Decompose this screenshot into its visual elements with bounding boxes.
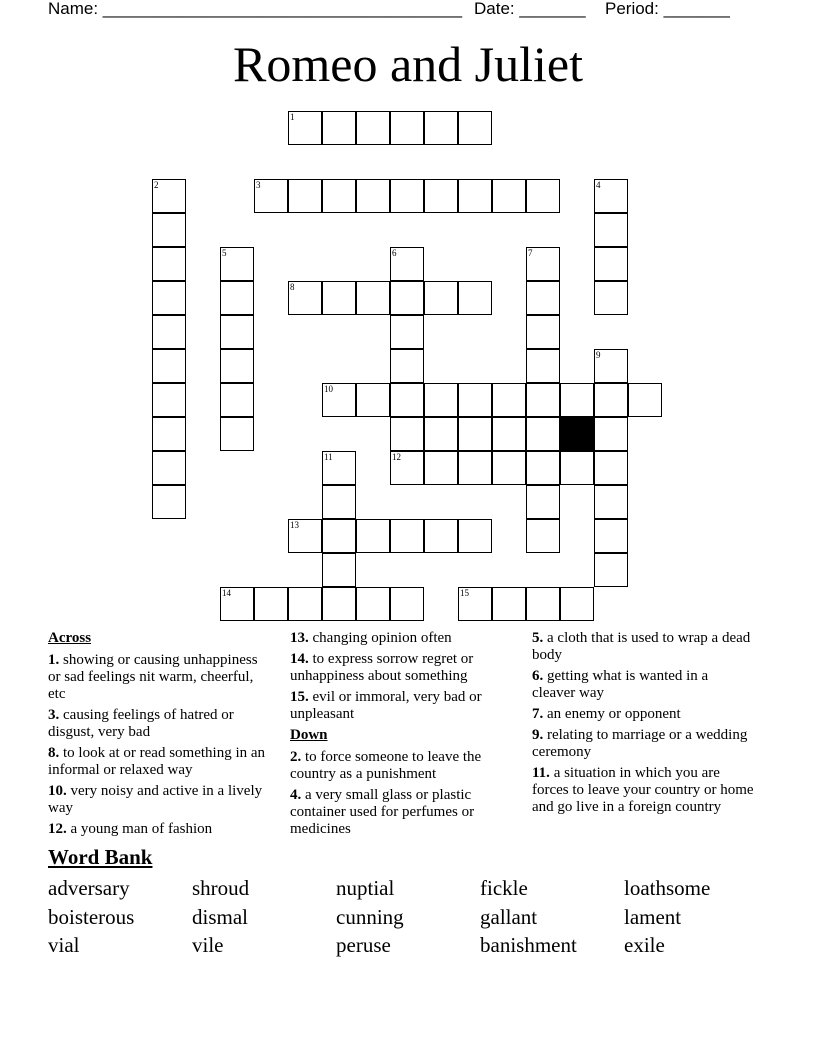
crossword-cell[interactable] (254, 587, 288, 621)
crossword-cell[interactable] (424, 383, 458, 417)
crossword-cell[interactable] (594, 485, 628, 519)
crossword-cell[interactable] (594, 383, 628, 417)
crossword-cell[interactable] (152, 383, 186, 417)
crossword-cell[interactable] (390, 383, 424, 417)
crossword-cell[interactable] (152, 247, 186, 281)
crossword-cell[interactable] (390, 281, 424, 315)
crossword-cell[interactable] (152, 485, 186, 519)
crossword-cell[interactable] (492, 417, 526, 451)
crossword-cell[interactable] (390, 315, 424, 349)
crossword-cell[interactable] (220, 349, 254, 383)
clue-number: 7 (528, 248, 533, 258)
name-field[interactable]: Name: ______________________________________ (48, 0, 463, 18)
crossword-cell[interactable] (594, 281, 628, 315)
clue-number: 12 (392, 452, 401, 462)
down-clue: 6. getting what is wanted in a cleaver way (532, 668, 709, 701)
crossword-cell[interactable] (220, 281, 254, 315)
crossword-cell[interactable] (526, 451, 560, 485)
crossword-cell[interactable] (594, 247, 628, 281)
crossword-cell[interactable] (152, 417, 186, 451)
crossword-cell[interactable] (424, 179, 458, 213)
clue-column-1 (48, 630, 268, 842)
crossword-cell[interactable] (560, 383, 594, 417)
clue-number: 3 (256, 180, 261, 190)
crossword-cell[interactable] (288, 587, 322, 621)
clue-number: 8 (290, 282, 295, 292)
across-clue: 1. showing or causing unhappiness or sad feelings nit warm, cheerful, etc (48, 652, 258, 702)
crossword-cell[interactable] (356, 179, 390, 213)
page-title: Romeo and Juliet (233, 36, 583, 92)
crossword-cell[interactable] (390, 349, 424, 383)
crossword-cell[interactable] (526, 281, 560, 315)
crossword-cell[interactable] (526, 519, 560, 553)
across-clue: 15. evil or immoral, very bad or unpleasant (290, 689, 482, 722)
clue-number: 14 (222, 588, 231, 598)
date-field[interactable]: Date: _______ (474, 0, 586, 18)
clue-column-2 (290, 630, 515, 842)
crossword-cell[interactable] (424, 519, 458, 553)
crossword-cell[interactable] (560, 587, 594, 621)
across-clue: 8. to look at or read something in an informal or relaxed way (48, 745, 266, 778)
word-bank-item: loathsome (624, 876, 711, 900)
down-clue: 4. a very small glass or plastic container used for perfumes or medicines (290, 787, 475, 837)
word-bank-item: dismal (192, 905, 248, 929)
crossword-cell[interactable] (152, 281, 186, 315)
crossword-cell[interactable] (390, 179, 424, 213)
word-bank-item: banishment (480, 933, 577, 957)
crossword-cell[interactable] (322, 587, 356, 621)
clue-number: 4 (596, 180, 601, 190)
down-clue: 7. an enemy or opponent (532, 706, 681, 722)
down-clue: 2. to force someone to leave the country as a punishment (290, 749, 482, 782)
word-bank-item: exile (624, 933, 665, 957)
crossword-cell[interactable] (526, 383, 560, 417)
crossword-cell[interactable] (594, 213, 628, 247)
word-bank-item: vile (192, 933, 224, 957)
crossword-cell[interactable] (220, 417, 254, 451)
crossword-cell[interactable] (322, 281, 356, 315)
crossword-cell[interactable] (458, 451, 492, 485)
crossword-cell[interactable] (390, 519, 424, 553)
crossword-cell[interactable] (356, 281, 390, 315)
across-clue: 3. causing feelings of hatred or disgust, very bad (48, 707, 234, 740)
crossword-cell[interactable] (322, 519, 356, 553)
crossword-cell[interactable] (458, 417, 492, 451)
crossword-cell[interactable] (152, 315, 186, 349)
clue-number: 5 (222, 248, 227, 258)
crossword-cell[interactable] (390, 587, 424, 621)
down-clue: 11. a situation in which you are forces to leave your country or home and go live in a foreign country (532, 765, 754, 815)
across-clue: 13. changing opinion often (290, 630, 452, 646)
crossword-cell[interactable] (424, 111, 458, 145)
clue-number: 2 (154, 180, 159, 190)
crossword-cell[interactable] (458, 383, 492, 417)
clue-number: 10 (324, 384, 333, 394)
crossword-cell[interactable] (628, 383, 662, 417)
crossword-cell[interactable] (288, 179, 322, 213)
down-heading: Down (290, 727, 328, 743)
crossword-cell[interactable] (560, 451, 594, 485)
crossword-cell[interactable] (492, 451, 526, 485)
crossword-block-cell (560, 417, 594, 451)
crossword-cell[interactable] (390, 417, 424, 451)
word-bank-item: cunning (336, 905, 404, 929)
word-bank-item: fickle (480, 876, 528, 900)
word-bank-item: adversary (48, 876, 130, 900)
word-bank-item: gallant (480, 905, 538, 929)
crossword-cell[interactable] (220, 315, 254, 349)
crossword-cell[interactable] (458, 111, 492, 145)
crossword-cell[interactable] (594, 451, 628, 485)
crossword-cell[interactable] (424, 417, 458, 451)
across-clue: 12. a young man of fashion (48, 821, 213, 837)
clue-column-3 (532, 630, 754, 820)
crossword-cell[interactable] (594, 417, 628, 451)
across-clue: 14. to express sorrow regret or unhappiness about something (290, 651, 474, 684)
crossword-cell[interactable] (424, 281, 458, 315)
crossword-cell[interactable] (526, 417, 560, 451)
crossword-cell[interactable] (322, 179, 356, 213)
crossword-cell[interactable] (526, 179, 560, 213)
crossword-cell[interactable] (152, 451, 186, 485)
crossword-cell[interactable] (526, 349, 560, 383)
crossword-cell[interactable] (322, 553, 356, 587)
clue-number: 1 (290, 112, 295, 122)
clue-number: 11 (324, 452, 333, 462)
crossword-cell[interactable] (356, 519, 390, 553)
across-clue: 10. very noisy and active in a lively way (48, 783, 263, 816)
crossword-cell[interactable] (526, 485, 560, 519)
crossword-cell[interactable] (458, 519, 492, 553)
clue-number: 13 (290, 520, 299, 530)
crossword-cell[interactable] (492, 383, 526, 417)
crossword-cell[interactable] (390, 111, 424, 145)
crossword-cell[interactable] (526, 587, 560, 621)
crossword-cell[interactable] (594, 553, 628, 587)
crossword-cell[interactable] (322, 485, 356, 519)
clue-number: 6 (392, 248, 397, 258)
crossword-cell[interactable] (152, 349, 186, 383)
down-clue: 9. relating to marriage or a wedding ceremony (532, 727, 748, 760)
crossword-cell[interactable] (458, 179, 492, 213)
down-clue: 5. a cloth that is used to wrap a dead body (532, 630, 751, 663)
across-heading: Across (48, 630, 92, 646)
clue-number: 15 (460, 588, 469, 598)
word-bank-item: vial (48, 933, 80, 957)
crossword-cell[interactable] (356, 383, 390, 417)
crossword-cell[interactable] (594, 519, 628, 553)
crossword-cell[interactable] (356, 587, 390, 621)
clue-number: 9 (596, 350, 601, 360)
crossword-cell[interactable] (424, 451, 458, 485)
word-bank-item: lament (624, 905, 682, 929)
crossword-cell[interactable] (492, 179, 526, 213)
crossword-cell[interactable] (152, 213, 186, 247)
crossword-cell[interactable] (356, 111, 390, 145)
crossword-cell[interactable] (322, 111, 356, 145)
word-bank-item: peruse (336, 933, 391, 957)
crossword-cell[interactable] (458, 281, 492, 315)
word-bank-item: nuptial (336, 876, 395, 900)
crossword-cell[interactable] (492, 587, 526, 621)
period-field[interactable]: Period: _______ (605, 0, 730, 18)
crossword-cell[interactable] (220, 383, 254, 417)
word-bank-item: boisterous (48, 905, 135, 929)
crossword-cell[interactable] (526, 315, 560, 349)
word-bank-item: shroud (192, 876, 250, 900)
word-bank-title: Word Bank (48, 845, 153, 869)
